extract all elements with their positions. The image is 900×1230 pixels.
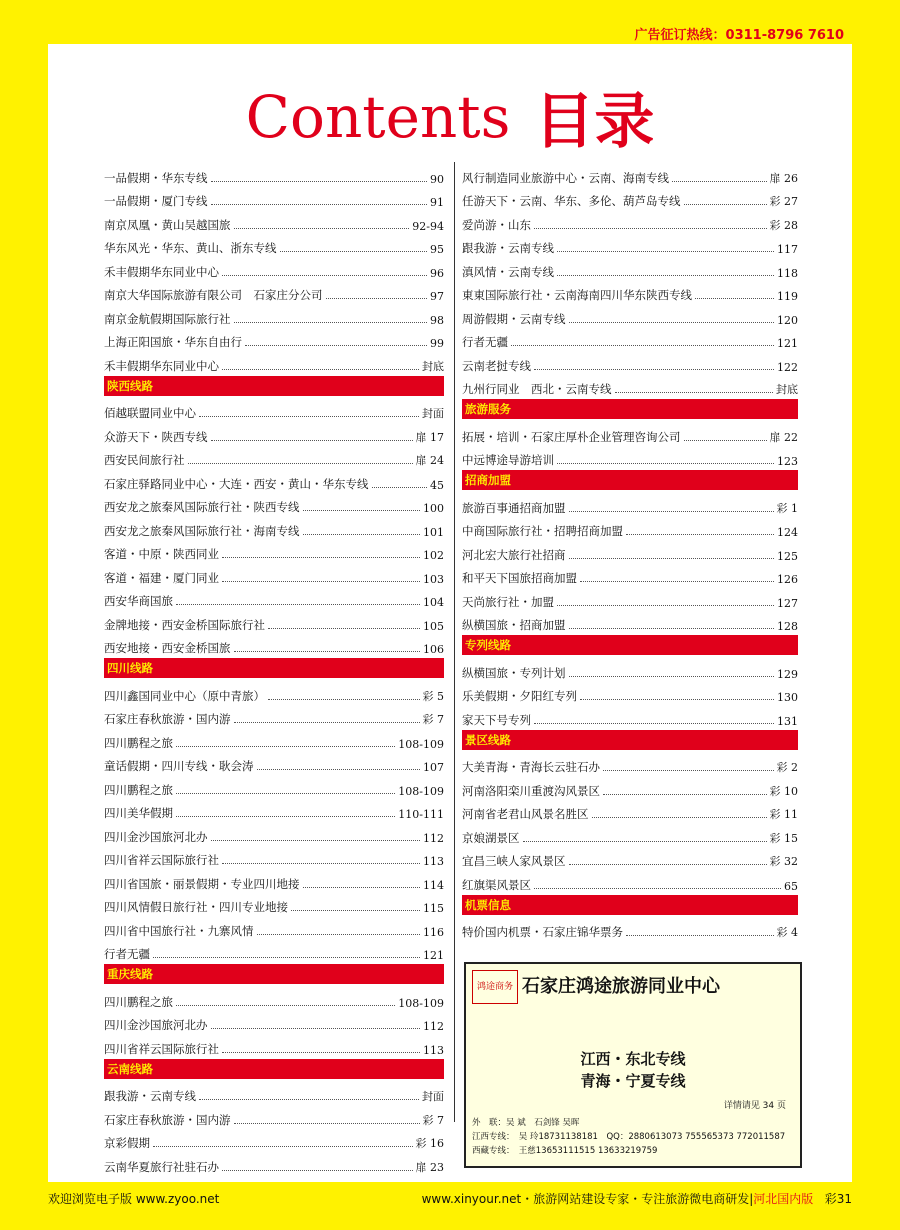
toc-entry (104, 680, 444, 704)
toc-entry-page: 扉 26 (769, 171, 798, 185)
toc-leader-dots (534, 369, 774, 370)
toc-entry (462, 327, 798, 351)
toc-entry (104, 398, 444, 422)
toc-leader-dots (222, 1052, 420, 1053)
toc-entry-page: 123 (777, 455, 798, 468)
toc-entry (462, 280, 798, 304)
toc-leader-dots (199, 1099, 419, 1100)
toc-entry-page: 118 (777, 266, 798, 280)
toc-entry-title: 纵横国旅・招商加盟 (462, 618, 566, 632)
toc-leader-dots (176, 604, 420, 605)
toc-entry (104, 727, 444, 751)
contents-panel (48, 44, 852, 1182)
toc-entry-title: 中远博途导游培训 (462, 453, 554, 467)
toc-leader-dots (557, 275, 774, 276)
route-line-2: 青海・宁夏专线 (580, 1072, 686, 1090)
toc-entry-title: 四川鹏程之旅 (104, 735, 173, 750)
toc-entry (104, 915, 444, 939)
toc-entry (462, 822, 798, 846)
toc-entry (104, 468, 444, 492)
toc-entry (462, 492, 798, 516)
toc-leader-dots (326, 298, 428, 299)
toc-entry-page: 112 (423, 1020, 444, 1033)
toc-entry-title: 任游天下・云南、华东、多伦、葫芦岛专线 (462, 194, 681, 208)
ad-hotline: 广告征订热线：0311-8796 7610 (634, 28, 844, 43)
toc-entry (104, 798, 444, 822)
footer-right-text: www.xinyour.net・旅游网站建设专家・专注旅游微电商研发|河北国内版 彩31 (421, 1192, 852, 1206)
toc-leader-dots (222, 369, 419, 370)
toc-entry-title: 和平天下国旅招商加盟 (462, 571, 577, 585)
toc-entry (462, 799, 798, 823)
toc-entry-page: 110-111 (398, 808, 444, 821)
toc-entry-page: 扉 24 (415, 454, 444, 467)
toc-leader-dots (211, 204, 428, 205)
toc-entry-title: 金牌地接・西安金桥国际旅行社 (104, 617, 265, 632)
toc-entry-title: 河南洛阳栾川重渡沟风景区 (462, 783, 600, 798)
toc-entry-page: 彩 16 (415, 1137, 444, 1150)
toc-entry-page: 125 (777, 549, 798, 563)
section-header: 陕西线路 (104, 376, 444, 396)
toc-entry-title: 上海正阳国旅・华东自由行 (104, 335, 242, 349)
toc-entry-title: 童话假期・四川专线・耿会涛 (104, 759, 254, 773)
toc-entry (462, 256, 798, 280)
toc-leader-dots (695, 298, 774, 299)
toc-entry-title: 四川鹏程之旅 (104, 994, 173, 1009)
toc-leader-dots (303, 534, 421, 535)
toc-entry-page: 121 (777, 337, 798, 350)
toc-entry-page: 113 (423, 1043, 444, 1057)
toc-entry-page: 112 (423, 831, 444, 845)
toc-leader-dots (569, 511, 774, 512)
toc-leader-dots (569, 628, 775, 629)
toc-entry (462, 775, 798, 799)
toc-entry-page: 彩 7 (422, 1113, 444, 1127)
toc-leader-dots (569, 864, 767, 865)
toc-leader-dots (569, 322, 775, 323)
toc-entry-title: 四川鹏程之旅 (104, 782, 173, 797)
toc-leader-dots (268, 699, 420, 700)
toc-entry-title: 华东风光・华东、黄山、浙东专线 (104, 241, 277, 255)
toc-entry-page: 127 (777, 596, 798, 610)
toc-entry-page: 122 (777, 360, 798, 374)
toc-entry-page: 126 (777, 573, 798, 586)
toc-entry-title: 天尚旅行社・加盟 (462, 594, 554, 609)
toc-entry-page: 101 (423, 525, 444, 539)
toc-leader-dots (176, 746, 395, 747)
toc-leader-dots (626, 534, 774, 535)
toc-leader-dots (534, 888, 781, 889)
toc-entry-page: 98 (430, 313, 444, 327)
toc-entry-page: 彩 28 (769, 218, 798, 232)
footer-website: www.xinyour.net・旅游网站建设专家・专注旅游微电商研发 (421, 1192, 750, 1206)
title-english: Contents (245, 83, 511, 151)
toc-entry (104, 186, 444, 210)
section-header: 四川线路 (104, 658, 444, 678)
toc-entry-title: 京彩假期 (104, 1136, 150, 1150)
toc-leader-dots (511, 345, 774, 346)
toc-leader-dots (523, 841, 767, 842)
toc-entry-page: 97 (430, 290, 444, 303)
toc-entry-page: 扉 17 (415, 430, 444, 444)
section-header: 云南线路 (104, 1059, 444, 1079)
section-header: 旅游服务 (462, 399, 798, 419)
toc-entry (462, 539, 798, 563)
toc-entry-title: 石家庄春秋旅游・国内游 (104, 712, 231, 726)
toc-entry (462, 186, 798, 210)
toc-entry-title: 西安华商国旅 (104, 594, 173, 608)
page-number: 彩31 (824, 1192, 852, 1206)
toc-entry-page: 129 (777, 667, 798, 681)
contact-liaison: 外 联：吴 斌 石剑锋 吴晖 (472, 1118, 580, 1128)
toc-leader-dots (592, 817, 767, 818)
toc-entry (104, 492, 444, 516)
toc-entry-page: 102 (423, 549, 444, 562)
toc-entry-title: 河北宏大旅行社招商 (462, 547, 566, 562)
toc-entry-title: 四川美华假期 (104, 806, 173, 820)
toc-leader-dots (153, 957, 420, 958)
toc-entry (104, 774, 444, 798)
contact-jiangxi: 江西专线： 吴 玲18731138181 QQ：2880613073 755565373 772011587 (472, 1132, 786, 1142)
toc-entry (104, 1010, 444, 1034)
toc-entry-title: 家天下号专列 (462, 712, 531, 727)
toc-entry (104, 280, 444, 304)
toc-entry-page: 彩 2 (776, 761, 798, 774)
toc-entry (104, 327, 444, 351)
toc-entry (462, 869, 798, 893)
toc-entry-page: 彩 4 (776, 926, 798, 939)
toc-entry (462, 681, 798, 705)
toc-leader-dots (291, 910, 420, 911)
toc-entry (104, 704, 444, 728)
toc-entry-page: 119 (777, 290, 798, 303)
toc-entry-page: 104 (423, 596, 444, 609)
toc-leader-dots (569, 676, 775, 677)
toc-entry-page: 120 (777, 313, 798, 327)
toc-entry-page: 65 (784, 879, 798, 893)
toc-entry-title: 宜昌三峡人家风景区 (462, 854, 566, 868)
toc-entry-page: 100 (423, 502, 444, 515)
left-column (104, 162, 444, 1175)
toc-entry-title: 云南华夏旅行社驻石办 (104, 1159, 219, 1174)
title-chinese: 目录 (534, 87, 655, 157)
toc-entry-title: 旅游百事通招商加盟 (462, 500, 566, 515)
toc-leader-dots (303, 887, 421, 888)
section-header: 景区线路 (462, 730, 798, 750)
toc-leader-dots (199, 416, 419, 417)
toc-leader-dots (245, 345, 427, 346)
toc-leader-dots (211, 840, 421, 841)
toc-entry (462, 610, 798, 634)
toc-entry-title: 四川风情假日旅行社・四川专业地接 (104, 900, 288, 914)
toc-entry (104, 1128, 444, 1152)
toc-leader-dots (268, 628, 420, 629)
toc-entry (104, 892, 444, 916)
toc-leader-dots (234, 651, 421, 652)
toc-entry-title: 特价国内机票・石家庄锦华票务 (462, 925, 623, 939)
toc-entry (104, 1151, 444, 1175)
toc-entry (104, 350, 444, 374)
toc-entry (104, 586, 444, 610)
toc-entry-title: 九州行同业 西北・云南专线 (462, 382, 612, 396)
toc-entry-page: 扉 23 (415, 1160, 444, 1174)
toc-entry-page: 108-109 (398, 784, 444, 798)
toc-entry-page: 91 (430, 196, 444, 209)
toc-entry (104, 845, 444, 869)
toc-entry-page: 121 (423, 949, 444, 962)
toc-entry (104, 751, 444, 775)
toc-leader-dots (557, 463, 774, 464)
toc-entry-title: 南京凤凰・黄山吴越国旅 (104, 217, 231, 232)
toc-leader-dots (211, 1028, 421, 1029)
toc-leader-dots (176, 1005, 395, 1006)
toc-leader-dots (176, 793, 395, 794)
toc-leader-dots (303, 510, 421, 511)
toc-entry-title: 跟我游・云南专线 (104, 1089, 196, 1103)
toc-entry-page: 108-109 (398, 996, 444, 1010)
company-name: 石家庄鸿途旅游同业中心 (522, 976, 720, 997)
toc-leader-dots (615, 392, 774, 393)
toc-entry-page: 45 (430, 478, 444, 492)
toc-entry-title: 石家庄驿路同业中心・大连・西安・黄山・华东专线 (104, 476, 369, 491)
toc-entry (104, 1033, 444, 1057)
toc-entry (104, 1104, 444, 1128)
toc-entry-title: 四川省中国旅行社・九寨风情 (104, 923, 254, 938)
toc-entry-title: 石家庄春秋旅游・国内游 (104, 1112, 231, 1127)
toc-leader-dots (234, 322, 428, 323)
toc-entry-title: 纵横国旅・专列计划 (462, 665, 566, 680)
toc-entry-title: 河南省老君山风景名胜区 (462, 807, 589, 821)
toc-entry-page: 90 (430, 172, 444, 186)
toc-entry-page: 130 (777, 691, 798, 704)
route-line-1: 江西・东北专线 (580, 1050, 686, 1068)
toc-entry-page: 131 (777, 714, 798, 728)
toc-entry (462, 563, 798, 587)
toc-leader-dots (557, 605, 774, 606)
toc-entry (462, 209, 798, 233)
toc-entry (104, 939, 444, 963)
toc-leader-dots (234, 228, 410, 229)
toc-leader-dots (211, 181, 428, 182)
toc-leader-dots (569, 558, 775, 559)
toc-entry-title: 西安龙之旅秦风国际旅行社・海南专线 (104, 523, 300, 538)
toc-entry (104, 445, 444, 469)
toc-entry (104, 209, 444, 233)
toc-entry-title: 周游假期・云南专线 (462, 311, 566, 326)
toc-entry (462, 752, 798, 776)
toc-leader-dots (234, 1123, 420, 1124)
toc-leader-dots (211, 440, 413, 441)
section-header: 重庆线路 (104, 964, 444, 984)
toc-entry-page: 彩 1 (776, 501, 798, 515)
toc-entry-page: 92-94 (412, 219, 444, 233)
toc-entry-title: 红旗渠风景区 (462, 877, 531, 892)
toc-entry-title: 南京大华国际旅游有限公司 石家庄分公司 (104, 288, 323, 302)
toc-entry-title: 西安地接・西安金桥国旅 (104, 641, 231, 655)
toc-entry (462, 657, 798, 681)
section-header: 机票信息 (462, 895, 798, 915)
toc-entry-title: 西安龙之旅秦风国际旅行社・陕西专线 (104, 500, 300, 514)
toc-leader-dots (580, 699, 774, 700)
toc-entry-title: 客道・福建・厦门同业 (104, 570, 219, 585)
toc-entry (104, 821, 444, 845)
footer-left-text: 欢迎浏览电子版 www.zyoo.net (48, 1192, 220, 1206)
toc-entry-title: 南京金航假期国际旅行社 (104, 311, 231, 326)
toc-entry-page: 99 (430, 337, 444, 350)
toc-leader-dots (603, 770, 774, 771)
toc-entry-page: 彩 5 (422, 689, 444, 703)
toc-entry (462, 162, 798, 186)
toc-entry-page: 108-109 (398, 737, 444, 751)
toc-entry-title: 四川省国旅・丽景假期・专业四川地接 (104, 876, 300, 891)
toc-entry-title: 众游天下・陕西专线 (104, 429, 208, 444)
toc-entry-title: 四川金沙国旅河北办 (104, 829, 208, 844)
toc-entry-page: 封底 (776, 383, 798, 396)
toc-entry (104, 539, 444, 563)
toc-entry-page: 彩 27 (769, 195, 798, 208)
toc-entry-title: 云南老挝专线 (462, 358, 531, 373)
toc-leader-dots (557, 251, 774, 252)
toc-entry-title: 行者无疆 (104, 947, 150, 961)
toc-entry (462, 233, 798, 257)
toc-leader-dots (534, 228, 767, 229)
toc-entry-page: 彩 10 (769, 784, 798, 798)
toc-entry (104, 162, 444, 186)
toc-entry-title: 佰越联盟同业中心 (104, 406, 196, 420)
toc-leader-dots (684, 440, 767, 441)
right-column (462, 162, 798, 940)
toc-entry-title: 跟我游・云南专线 (462, 241, 554, 255)
toc-entry-page: 114 (423, 878, 444, 892)
toc-entry-title: 東東国际旅行社・云南海南四川华东陕西专线 (462, 288, 692, 302)
toc-entry-page: 彩 11 (769, 808, 798, 821)
toc-entry (462, 846, 798, 870)
toc-entry (462, 704, 798, 728)
toc-entry-title: 京娘湖景区 (462, 830, 520, 845)
toc-entry-title: 四川鑫国同业中心（原中青旅） (104, 688, 265, 703)
toc-leader-dots (188, 463, 413, 464)
toc-entry-title: 拓展・培训・石家庄厚朴企业管理咨询公司 (462, 429, 681, 444)
toc-entry-title: 乐美假期・夕阳红专列 (462, 689, 577, 703)
advertisement-box (464, 962, 802, 1168)
toc-entry-page: 107 (423, 761, 444, 774)
section-header: 招商加盟 (462, 470, 798, 490)
toc-entry (104, 233, 444, 257)
toc-leader-dots (280, 251, 428, 252)
page-title (48, 74, 852, 157)
toc-entry (462, 917, 798, 941)
toc-entry-page: 封底 (422, 359, 444, 373)
toc-leader-dots (234, 722, 420, 723)
toc-leader-dots (222, 581, 420, 582)
toc-entry (104, 633, 444, 657)
toc-leader-dots (257, 769, 421, 770)
toc-entry-title: 爱尚游・山东 (462, 217, 531, 232)
toc-entry-title: 禾丰假期华东同业中心 (104, 264, 219, 279)
toc-entry-page: 96 (430, 266, 444, 280)
toc-leader-dots (176, 816, 395, 817)
toc-entry-page: 彩 15 (769, 831, 798, 845)
company-logo: 鸿途商务 (472, 970, 518, 1004)
toc-entry (462, 350, 798, 374)
toc-leader-dots (222, 1170, 413, 1171)
toc-leader-dots (580, 581, 774, 582)
see-page-note: 详情请见 34 页 (723, 1101, 786, 1111)
toc-entry-title: 禾丰假期华东同业中心 (104, 358, 219, 373)
toc-entry-title: 行者无疆 (462, 335, 508, 349)
toc-entry-title: 一品假期・厦门专线 (104, 194, 208, 208)
toc-entry-title: 大美青海・青海长云驻石办 (462, 760, 600, 774)
footer-edition: 河北国内版 (753, 1192, 814, 1206)
toc-entry-title: 客道・中原・陕西同业 (104, 547, 219, 561)
toc-leader-dots (257, 934, 421, 935)
toc-entry-title: 四川省祥云国际旅行社 (104, 853, 219, 867)
toc-entry (462, 445, 798, 469)
toc-entry (104, 986, 444, 1010)
toc-entry-page: 封面 (422, 407, 444, 420)
toc-entry (462, 516, 798, 540)
toc-entry (462, 586, 798, 610)
toc-leader-dots (153, 1146, 413, 1147)
toc-entry-title: 风行制造同业旅游中心・云南、海南专线 (462, 170, 669, 185)
toc-entry-title: 四川金沙国旅河北办 (104, 1018, 208, 1032)
toc-entry-page: 117 (777, 243, 798, 256)
toc-leader-dots (372, 487, 428, 488)
toc-entry-title: 西安民间旅行社 (104, 453, 185, 467)
toc-entry-title: 一品假期・华东专线 (104, 170, 208, 185)
toc-entry (104, 609, 444, 633)
toc-leader-dots (672, 181, 767, 182)
toc-entry (462, 303, 798, 327)
toc-entry-page: 扉 22 (769, 430, 798, 444)
toc-entry (462, 374, 798, 398)
toc-entry (104, 868, 444, 892)
toc-entry-title: 中商国际旅行社・招聘招商加盟 (462, 524, 623, 538)
toc-entry-page: 105 (423, 619, 444, 633)
toc-leader-dots (222, 557, 420, 558)
column-divider (454, 162, 455, 1122)
toc-entry (104, 421, 444, 445)
toc-entry (462, 421, 798, 445)
toc-entry (104, 303, 444, 327)
toc-leader-dots (603, 794, 767, 795)
toc-entry (104, 562, 444, 586)
toc-entry-page: 95 (430, 243, 444, 256)
toc-entry-page: 封面 (422, 1090, 444, 1103)
toc-entry (104, 256, 444, 280)
contact-tibet: 西藏专线： 王慈13653111515 13633219759 (472, 1146, 658, 1156)
toc-entry-page: 103 (423, 572, 444, 586)
toc-leader-dots (534, 723, 774, 724)
toc-entry-page: 128 (777, 620, 798, 633)
toc-entry-page: 113 (423, 855, 444, 868)
toc-entry-page: 106 (423, 643, 444, 656)
toc-entry-title: 四川省祥云国际旅行社 (104, 1041, 219, 1056)
toc-entry (104, 1081, 444, 1105)
toc-entry-page: 124 (777, 526, 798, 539)
toc-entry-page: 彩 7 (422, 713, 444, 726)
toc-entry-page: 115 (423, 902, 444, 915)
toc-entry-page: 彩 32 (769, 855, 798, 868)
toc-leader-dots (684, 204, 767, 205)
section-header: 专列线路 (462, 635, 798, 655)
toc-leader-dots (222, 275, 427, 276)
toc-entry-title: 滇风情・云南专线 (462, 264, 554, 279)
toc-entry (104, 515, 444, 539)
toc-entry-page: 116 (423, 925, 444, 939)
toc-leader-dots (222, 863, 420, 864)
toc-leader-dots (626, 935, 774, 936)
